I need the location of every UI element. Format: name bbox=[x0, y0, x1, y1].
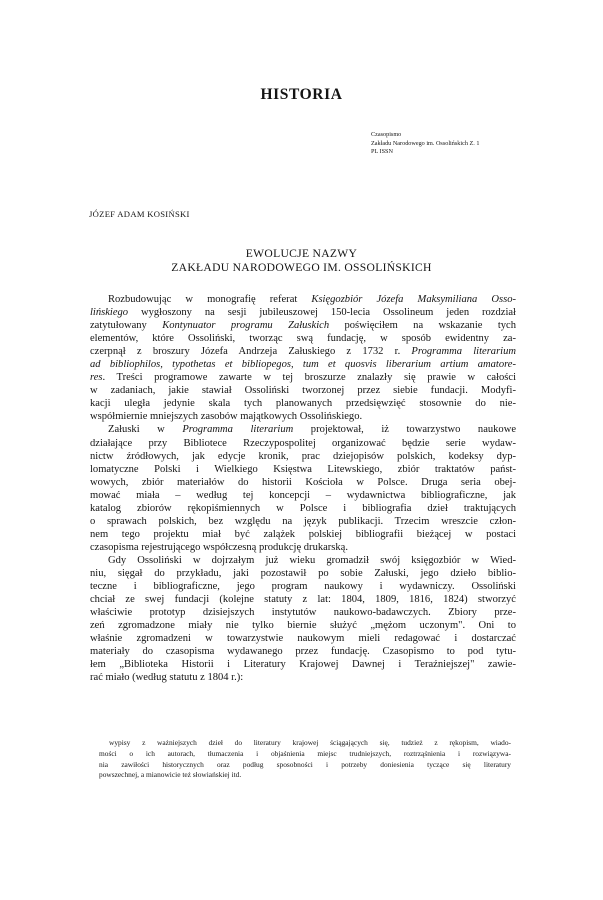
text-run: kacji uległa jedynie skala tych planowanych przedsięwzięć stosownie do nie- bbox=[90, 398, 516, 410]
author-name: JÓZEF ADAM KOSIŃSKI bbox=[89, 209, 190, 219]
body-line bbox=[90, 293, 516, 306]
text-run: Rozbudowując w monografię referat bbox=[108, 294, 312, 305]
italic-text: ad bibliophilos, typothetas et bibliopegos, tum et quosvis liberarium artium amatore- bbox=[90, 359, 516, 371]
text-run: materiały do czasopisma wydawanego przez fundację. Czasopismo to pod tytu- bbox=[90, 646, 516, 658]
body-line bbox=[90, 554, 516, 567]
italic-text: Księgozbiór Józefa Maksymiliana Osso- bbox=[311, 294, 516, 305]
body-line bbox=[90, 463, 516, 476]
text-run: o sprawach polskich, bez względu na język publikacji. Trzecim wreszcie człon- bbox=[90, 515, 516, 527]
body-line bbox=[90, 358, 516, 371]
body-line bbox=[90, 580, 516, 593]
italic-text: Programma literarium bbox=[182, 424, 294, 436]
text-run: mować miała – według tej koncepcji – wydawnictwa bibliograficzne, jak bbox=[90, 489, 516, 501]
article-body bbox=[90, 293, 516, 684]
body-line bbox=[90, 632, 516, 645]
body-line bbox=[90, 528, 516, 541]
body-line bbox=[90, 502, 516, 515]
body-line bbox=[90, 489, 516, 502]
italic-text: lińskiego bbox=[90, 307, 129, 319]
body-line bbox=[90, 306, 516, 319]
quote-line: nia zawiłości historycznych oraz podług sposobności i potrzeby doniesienia tyczące się literatury bbox=[99, 759, 511, 769]
journal-info bbox=[371, 131, 479, 157]
text-run: lomatyczne Polski i Wielkiego Księstwa Litewskiego, zbiór traktatów państ- bbox=[90, 463, 516, 475]
body-line bbox=[90, 671, 516, 684]
journal-info-line: PL ISSN bbox=[371, 148, 393, 156]
text-run: działające przy Bibliotece Rzeczypospolitej organizować będzie serie wydaw- bbox=[90, 437, 516, 449]
body-line bbox=[90, 371, 516, 384]
block-quote bbox=[99, 738, 511, 781]
body-line bbox=[90, 384, 516, 397]
italic-text: res bbox=[90, 372, 103, 384]
text-run: wowych, zbiór materiałów do historii Kościoła w Polsce. Druga seria obej- bbox=[90, 476, 516, 488]
text-run: właśnie zgromadzeni w towarzystwie naukowym mieli redagować i dostarczać bbox=[90, 633, 516, 645]
text-run: czasopisma rejestrującego współczesną produkcję drukarską. bbox=[90, 541, 349, 553]
body-line bbox=[90, 437, 516, 450]
article-title-line: EWOLUCJE NAZWY bbox=[245, 247, 358, 260]
text-run: rać miało (według statutu z 1804 r.): bbox=[90, 672, 244, 684]
text-run: chciał ze swej fundacji (kolejne statuty z lat: 1804, 1809, 1816, 1824) stworzyć bbox=[90, 594, 516, 606]
body-line bbox=[90, 450, 516, 463]
body-line bbox=[90, 423, 516, 436]
body-line bbox=[90, 319, 516, 332]
text-run: w zadaniach, jakie stawiał Ossoliński tworzonej przez siebie fundacji. Modyfi- bbox=[90, 385, 516, 397]
text-run: łem „Biblioteka Historii i Literatury Krajowej Dawnej i Teraźniejszej" zawie- bbox=[90, 659, 516, 671]
journal-info-line: Zakładu Narodowego im. Ossolińskich Z. 1 bbox=[371, 139, 480, 147]
text-run: teczne i bibliograficzne, jego program naukowy i wydawniczy. Ossoliński bbox=[90, 581, 516, 593]
quote-line: powszechnej, a mianowicie też słowiańskiej itd. bbox=[99, 770, 242, 780]
text-run: czerpnął z broszury Józefa Andrzeja Załuskiego z 1732 r. bbox=[90, 346, 412, 358]
body-line bbox=[90, 567, 516, 580]
body-line bbox=[90, 619, 516, 632]
body-line bbox=[90, 645, 516, 658]
italic-text: Programma literarium bbox=[411, 346, 516, 358]
text-run: elementów, które Ossoliński, tworząc swą fundację, w sposób ewidentny za- bbox=[90, 333, 516, 345]
body-line bbox=[90, 541, 516, 554]
quote-line: mości o ich autorach, tłumaczenia i objaśnienia miejsc trudniejszych, roztrząśnienia i rozwiązywa- bbox=[99, 748, 511, 758]
text-run: poświęciłem na wskazanie tych bbox=[329, 320, 516, 332]
body-line bbox=[90, 397, 516, 410]
body-line bbox=[90, 515, 516, 528]
body-line bbox=[90, 593, 516, 606]
text-run: Gdy Ossoliński w dojrzałym już wieku gromadził swój księgozbiór w Wied- bbox=[108, 554, 516, 566]
italic-text: Kontynuator programu Załuskich bbox=[162, 320, 330, 332]
text-run: współmiernie mniejszych zasobów majątkowych Ossolińskiego. bbox=[90, 411, 363, 423]
text-run: zatytułowany bbox=[90, 320, 163, 332]
body-line bbox=[90, 606, 516, 619]
journal-info-line: Czasopismo bbox=[371, 131, 402, 138]
section-title: HISTORIA bbox=[260, 86, 343, 103]
text-run: projektował, iż towarzystwo naukowe bbox=[293, 424, 516, 436]
text-run: nem tego projektu miał być zalążek polskiej bibliografii bieżącej w postaci bbox=[90, 528, 516, 540]
body-line bbox=[90, 332, 516, 345]
text-run: . Treści programowe zawarte w tej broszurze znalazły się prawie w całości bbox=[102, 372, 516, 384]
text-run: wygłoszony na sesji jubileuszowej 150-lecia Ossolineum jeden rozdział bbox=[128, 307, 516, 319]
text-run: niu, sięgał do przykładu, jaki pozostawił po sobie Załuski, jego dzieło biblio- bbox=[90, 567, 516, 579]
article-title bbox=[0, 247, 603, 276]
article-title-line: ZAKŁADU NARODOWEGO IM. OSSOLIŃSKICH bbox=[171, 261, 432, 275]
quote-line: wypisy z ważniejszych dzieł do literatury krajowej ściągających się, tudzież z rękopism, wiado- bbox=[109, 738, 511, 747]
body-line bbox=[90, 345, 516, 358]
text-run: właściwie prototyp dzisiejszych instytutów naukowo-badawczych. Zbiory prze- bbox=[90, 607, 516, 619]
text-run: zeń zgromadzone miały nie tylko biernie służyć „mężom uczonym". Oni to bbox=[90, 620, 516, 632]
body-line bbox=[90, 476, 516, 489]
body-line bbox=[90, 410, 516, 423]
text-run: Załuski w bbox=[108, 424, 183, 436]
text-run: katalog zbiorów rękopiśmiennych w Polsce i bibliografia dzieł traktujących bbox=[90, 502, 516, 514]
text-run: nictw źródłowych, jak edycje kronik, prac dziejopisów polskich, kodeksy dyp- bbox=[90, 450, 516, 462]
body-line bbox=[90, 658, 516, 671]
